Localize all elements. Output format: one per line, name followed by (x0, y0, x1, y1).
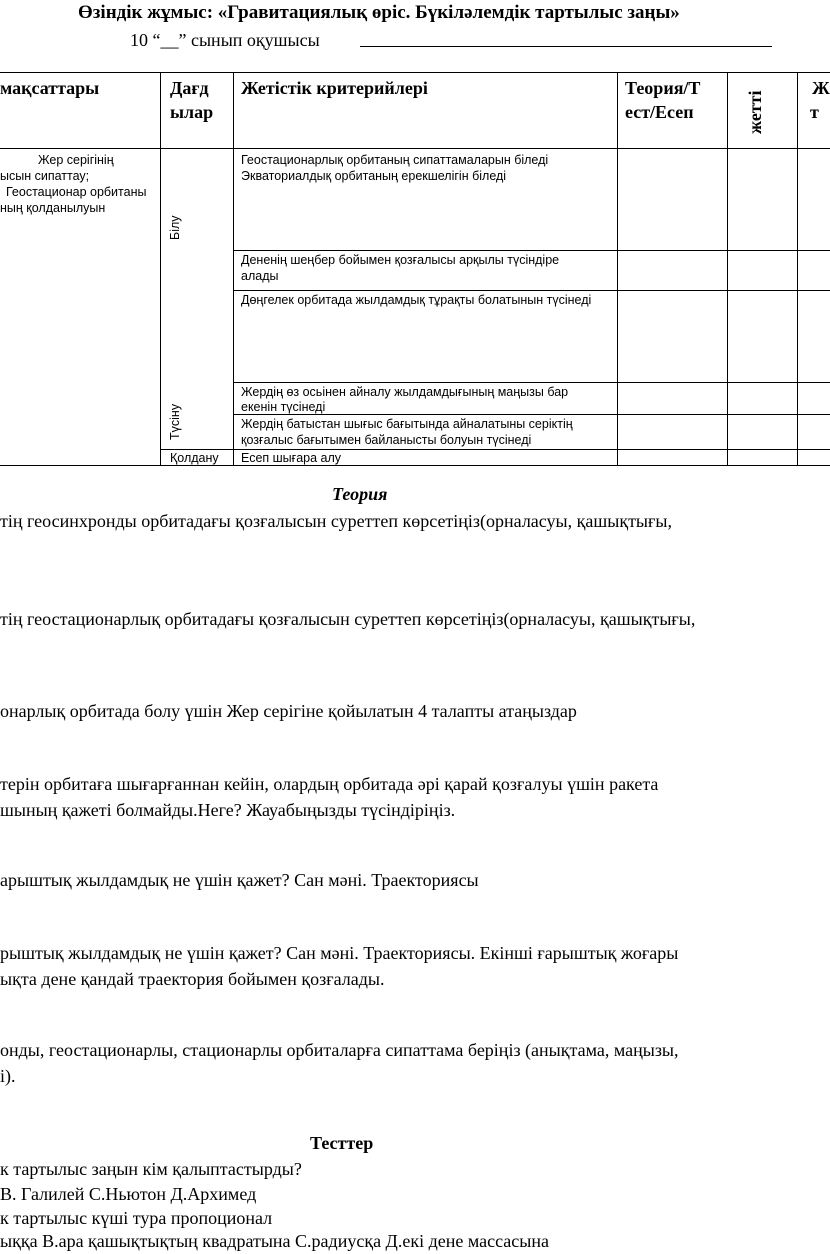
table-col-divider (727, 72, 728, 466)
test-line: к тартылыс күші тура пропоционал (0, 1208, 273, 1228)
table-col-divider (233, 72, 234, 466)
theory-question-line: онды, геостационарлы, стационарлы орбиталарға сипаттама беріңіз (анықтама, маңызы, (0, 1040, 679, 1060)
level-application: Қолдану (170, 451, 219, 465)
table-row-divider (233, 382, 830, 383)
criterion-text: Экваториалдық орбитаның ерекшелігін біледі (241, 169, 507, 183)
name-underline (360, 46, 772, 47)
document-title: Өзіндік жұмыс: «Гравитациялық өріс. Бүкіләлемдік тартылыс заңы» (78, 2, 680, 23)
tests-heading: Тесттер (310, 1133, 374, 1153)
criterion-text: Есеп шығара алу (241, 451, 342, 465)
header-achieved: жетті (745, 90, 765, 134)
goal-line: ның қолданылуын (0, 201, 106, 215)
header-skills-line1: Дағд (170, 78, 209, 98)
table-border-bottom (0, 465, 830, 466)
table-col-divider (617, 72, 618, 466)
table-col-divider (797, 72, 798, 466)
theory-question-line: арыштық жылдамдық не үшін қажет? Сан мәні. Траекториясы (0, 870, 479, 890)
table-row-divider (233, 290, 830, 291)
test-line: ыққа В.ара қашықтықтың квадратына С.радиусқа Д.екі дене массасына (0, 1231, 549, 1251)
level-knowledge: Білу (168, 215, 182, 240)
theory-question-line: тің геостационарлық орбитадағы қозғалысын суреттеп көрсетіңіз(орналасуы, қашықтығы, (0, 609, 696, 629)
test-line: В. Галилей С.Ньютон Д.Архимед (0, 1184, 257, 1204)
theory-question-line: і). (0, 1066, 16, 1086)
table-row-divider (233, 250, 830, 251)
goal-line: ысын сипаттау; (0, 169, 90, 183)
class-line: 10 “__” сынып оқушысы (130, 30, 320, 50)
criterion-text: қозғалыс бағытымен байланысты болуын түсінеді (241, 433, 532, 447)
theory-question-line: онарлық орбитада болу үшін Жер серігіне қойылатын 4 талапты атаңыздар (0, 701, 577, 721)
test-line: к тартылыс заңын кім қалыптастырды? (0, 1159, 302, 1179)
theory-heading: Теория (332, 484, 388, 504)
header-criteria: Жетістік критерийлері (241, 78, 428, 98)
goal-line: Геостационар орбитаны (6, 185, 147, 199)
theory-question-line: шының қажеті болмайды.Неге? Жауабыңызды түсіндіріңіз. (0, 800, 456, 820)
header-theory-line2: ест/Есеп (625, 102, 694, 122)
goal-line: Жер серігінің (38, 153, 114, 167)
theory-question-line: ықта дене қандай траектория бойымен қозғалады. (0, 969, 385, 989)
header-goals: мақсаттары (0, 78, 100, 98)
level-understanding: Түсіну (168, 403, 182, 440)
criterion-text: екенін түсінеді (241, 400, 326, 414)
theory-question-line: тің геосинхронды орбитадағы қозғалысын суреттеп көрсетіңіз(орналасуы, қашықтығы, (0, 511, 673, 531)
header-skills-line2: ылар (170, 102, 214, 122)
header-last-line2: т (810, 102, 819, 122)
table-col-divider (160, 72, 161, 466)
header-last-line1: Ж (812, 78, 830, 98)
theory-question-line: рыштық жылдамдық не үшін қажет? Сан мәні. Траекториясы. Екінші ғарыштық жоғары (0, 943, 679, 963)
criterion-text: Дөңгелек орбитада жылдамдық тұрақты болатынын түсінеді (241, 293, 592, 307)
theory-question-line: терін орбитаға шығарғаннан кейін, олардың орбитада әрі қарай қозғалуы үшін ракета (0, 774, 659, 794)
header-theory-line1: Теория/Т (625, 78, 701, 98)
table-header-divider (0, 148, 830, 149)
criterion-text: Жердің өз осьінен айналу жылдамдығының маңызы бар (241, 385, 569, 399)
criterion-text: Жердің батыстан шығыс бағытында айналатыны серіктің (241, 417, 573, 431)
criterion-text: Геостационарлық орбитаның сипаттамаларын біледі (241, 153, 549, 167)
assessment-table (0, 72, 830, 466)
criterion-text: Дененің шеңбер бойымен қозғалысы арқылы түсіндіре (241, 253, 560, 267)
table-border-top (0, 72, 830, 73)
criterion-text: алады (241, 269, 279, 283)
